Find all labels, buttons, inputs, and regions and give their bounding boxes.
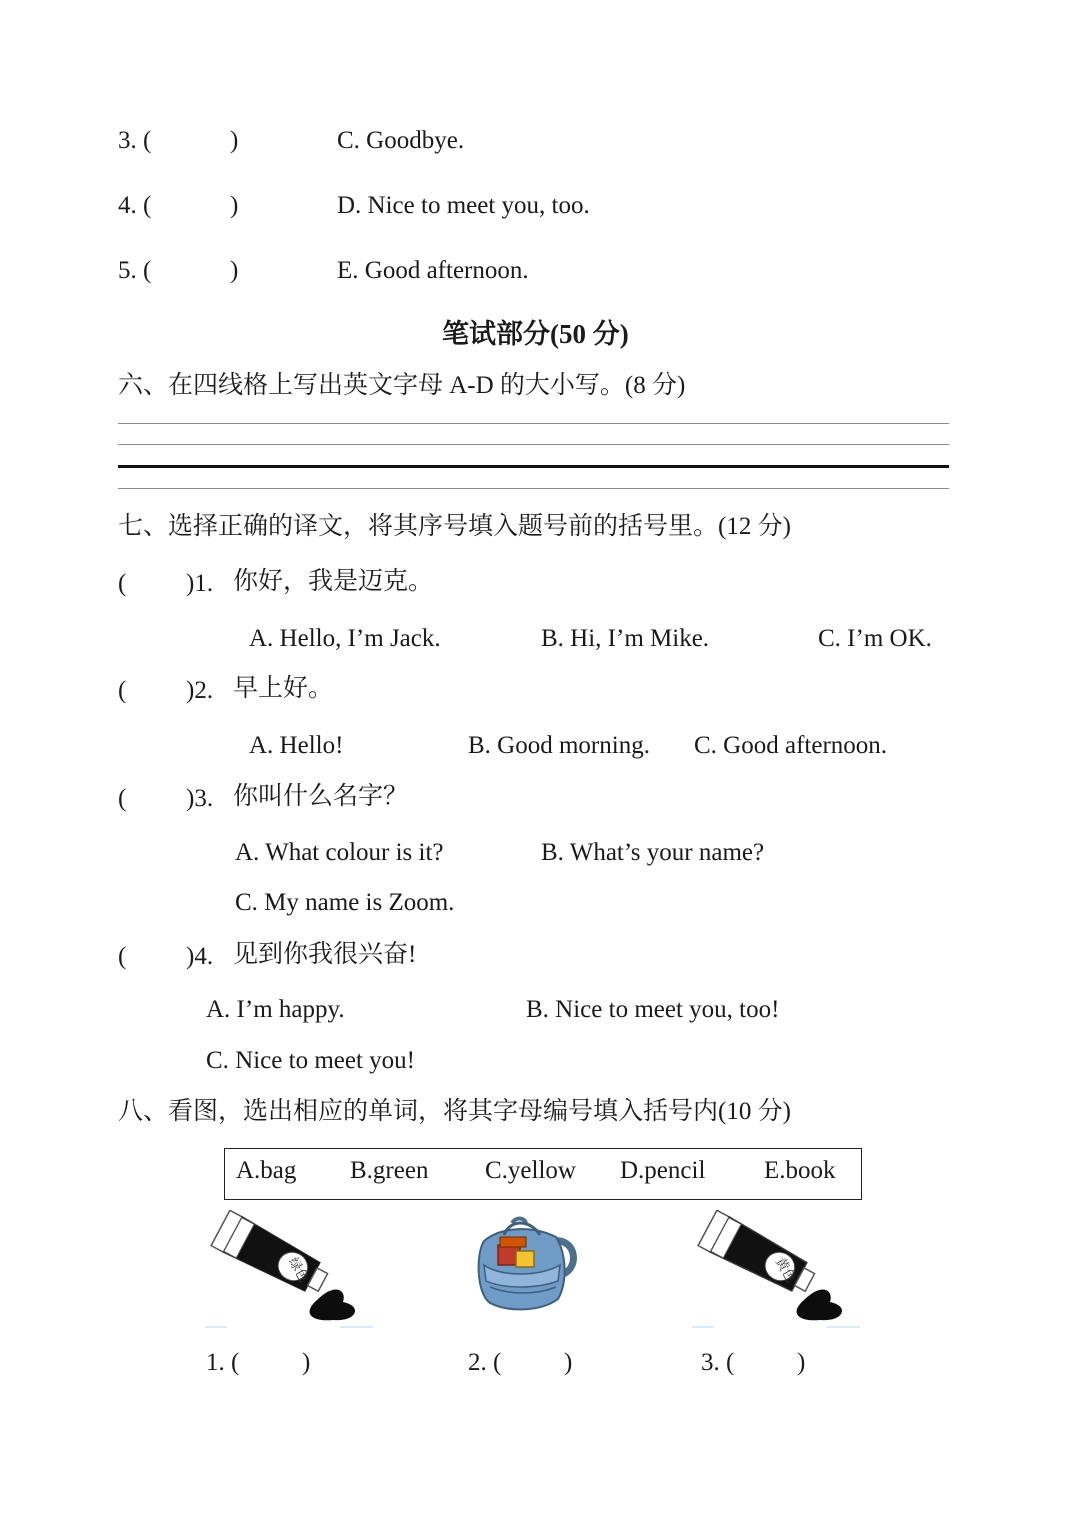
answer-1-open: 1. ( <box>206 1349 240 1376</box>
word-bank-box <box>224 1148 862 1200</box>
q4-text: 见到你我很兴奋! <box>233 941 417 968</box>
q3-paren: ( <box>118 785 127 812</box>
q3-option-c: C. My name is Zoom. <box>235 889 455 916</box>
item-4-close: ) <box>230 192 239 219</box>
q4-option-c: C. Nice to meet you! <box>206 1047 415 1074</box>
paint-tube-green-image <box>205 1210 375 1330</box>
q1-text: 你好，我是迈克。 <box>233 568 434 595</box>
q2-number: )2. <box>186 677 214 704</box>
word-d: D.pencil <box>620 1157 706 1184</box>
q3-number: )3. <box>186 785 214 812</box>
answer-2-close: ) <box>564 1349 573 1376</box>
q1-paren: ( <box>118 570 127 597</box>
word-a: A.bag <box>236 1157 297 1184</box>
q1-option-a: A. Hello, I’m Jack. <box>249 625 441 652</box>
q2-option-a: A. Hello! <box>249 732 344 759</box>
answer-1-close: ) <box>302 1349 311 1376</box>
q4-paren: ( <box>118 943 127 970</box>
item-5-close: ) <box>230 257 239 284</box>
section-7-heading: 七、选择正确的译文，将其序号填入题号前的括号里。(12 分) <box>118 513 791 540</box>
q4-number: )4. <box>186 943 214 970</box>
section-8-heading: 八、看图，选出相应的单词，将其字母编号填入括号内(10 分) <box>118 1098 791 1125</box>
word-e: E.book <box>764 1157 836 1184</box>
item-5-number: 5. ( <box>118 257 152 284</box>
q3-option-b: B. What’s your name? <box>541 839 765 866</box>
q2-paren: ( <box>118 677 127 704</box>
answer-3-open: 3. ( <box>701 1349 735 1376</box>
item-3-option: C. Goodbye. <box>337 127 465 154</box>
q3-option-a: A. What colour is it? <box>235 839 444 866</box>
answer-3-close: ) <box>797 1349 806 1376</box>
tube-label-1: 绿色 <box>285 1255 312 1286</box>
item-3-number: 3. ( <box>118 127 152 154</box>
q1-number: )1. <box>186 570 214 597</box>
section-6-heading: 六、在四线格上写出英文字母 A-D 的大小写。(8 分) <box>118 372 686 399</box>
item-4-option: D. Nice to meet you, too. <box>337 192 590 219</box>
school-bag-image <box>470 1215 580 1315</box>
four-line-grid <box>118 420 949 490</box>
q2-text: 早上好。 <box>233 675 334 702</box>
word-b: B.green <box>350 1157 429 1184</box>
answer-2-open: 2. ( <box>468 1349 502 1376</box>
q1-option-b: B. Hi, I’m Mike. <box>541 625 710 652</box>
written-part-title: 笔试部分(50 分) <box>442 319 629 349</box>
paint-tube-yellow-image <box>692 1210 862 1330</box>
q2-option-c: C. Good afternoon. <box>694 732 888 759</box>
item-5-option: E. Good afternoon. <box>337 257 529 284</box>
item-4-number: 4. ( <box>118 192 152 219</box>
word-c: C.yellow <box>485 1157 576 1184</box>
q2-option-b: B. Good morning. <box>468 732 650 759</box>
q4-option-a: A. I’m happy. <box>206 996 345 1023</box>
item-3-close: ) <box>230 127 239 154</box>
q4-option-b: B. Nice to meet you, too! <box>526 996 780 1023</box>
q3-text: 你叫什么名字？ <box>233 783 409 810</box>
tube-label-2: 黄色 <box>772 1255 799 1286</box>
q1-option-c: C. I’m OK. <box>818 625 932 652</box>
